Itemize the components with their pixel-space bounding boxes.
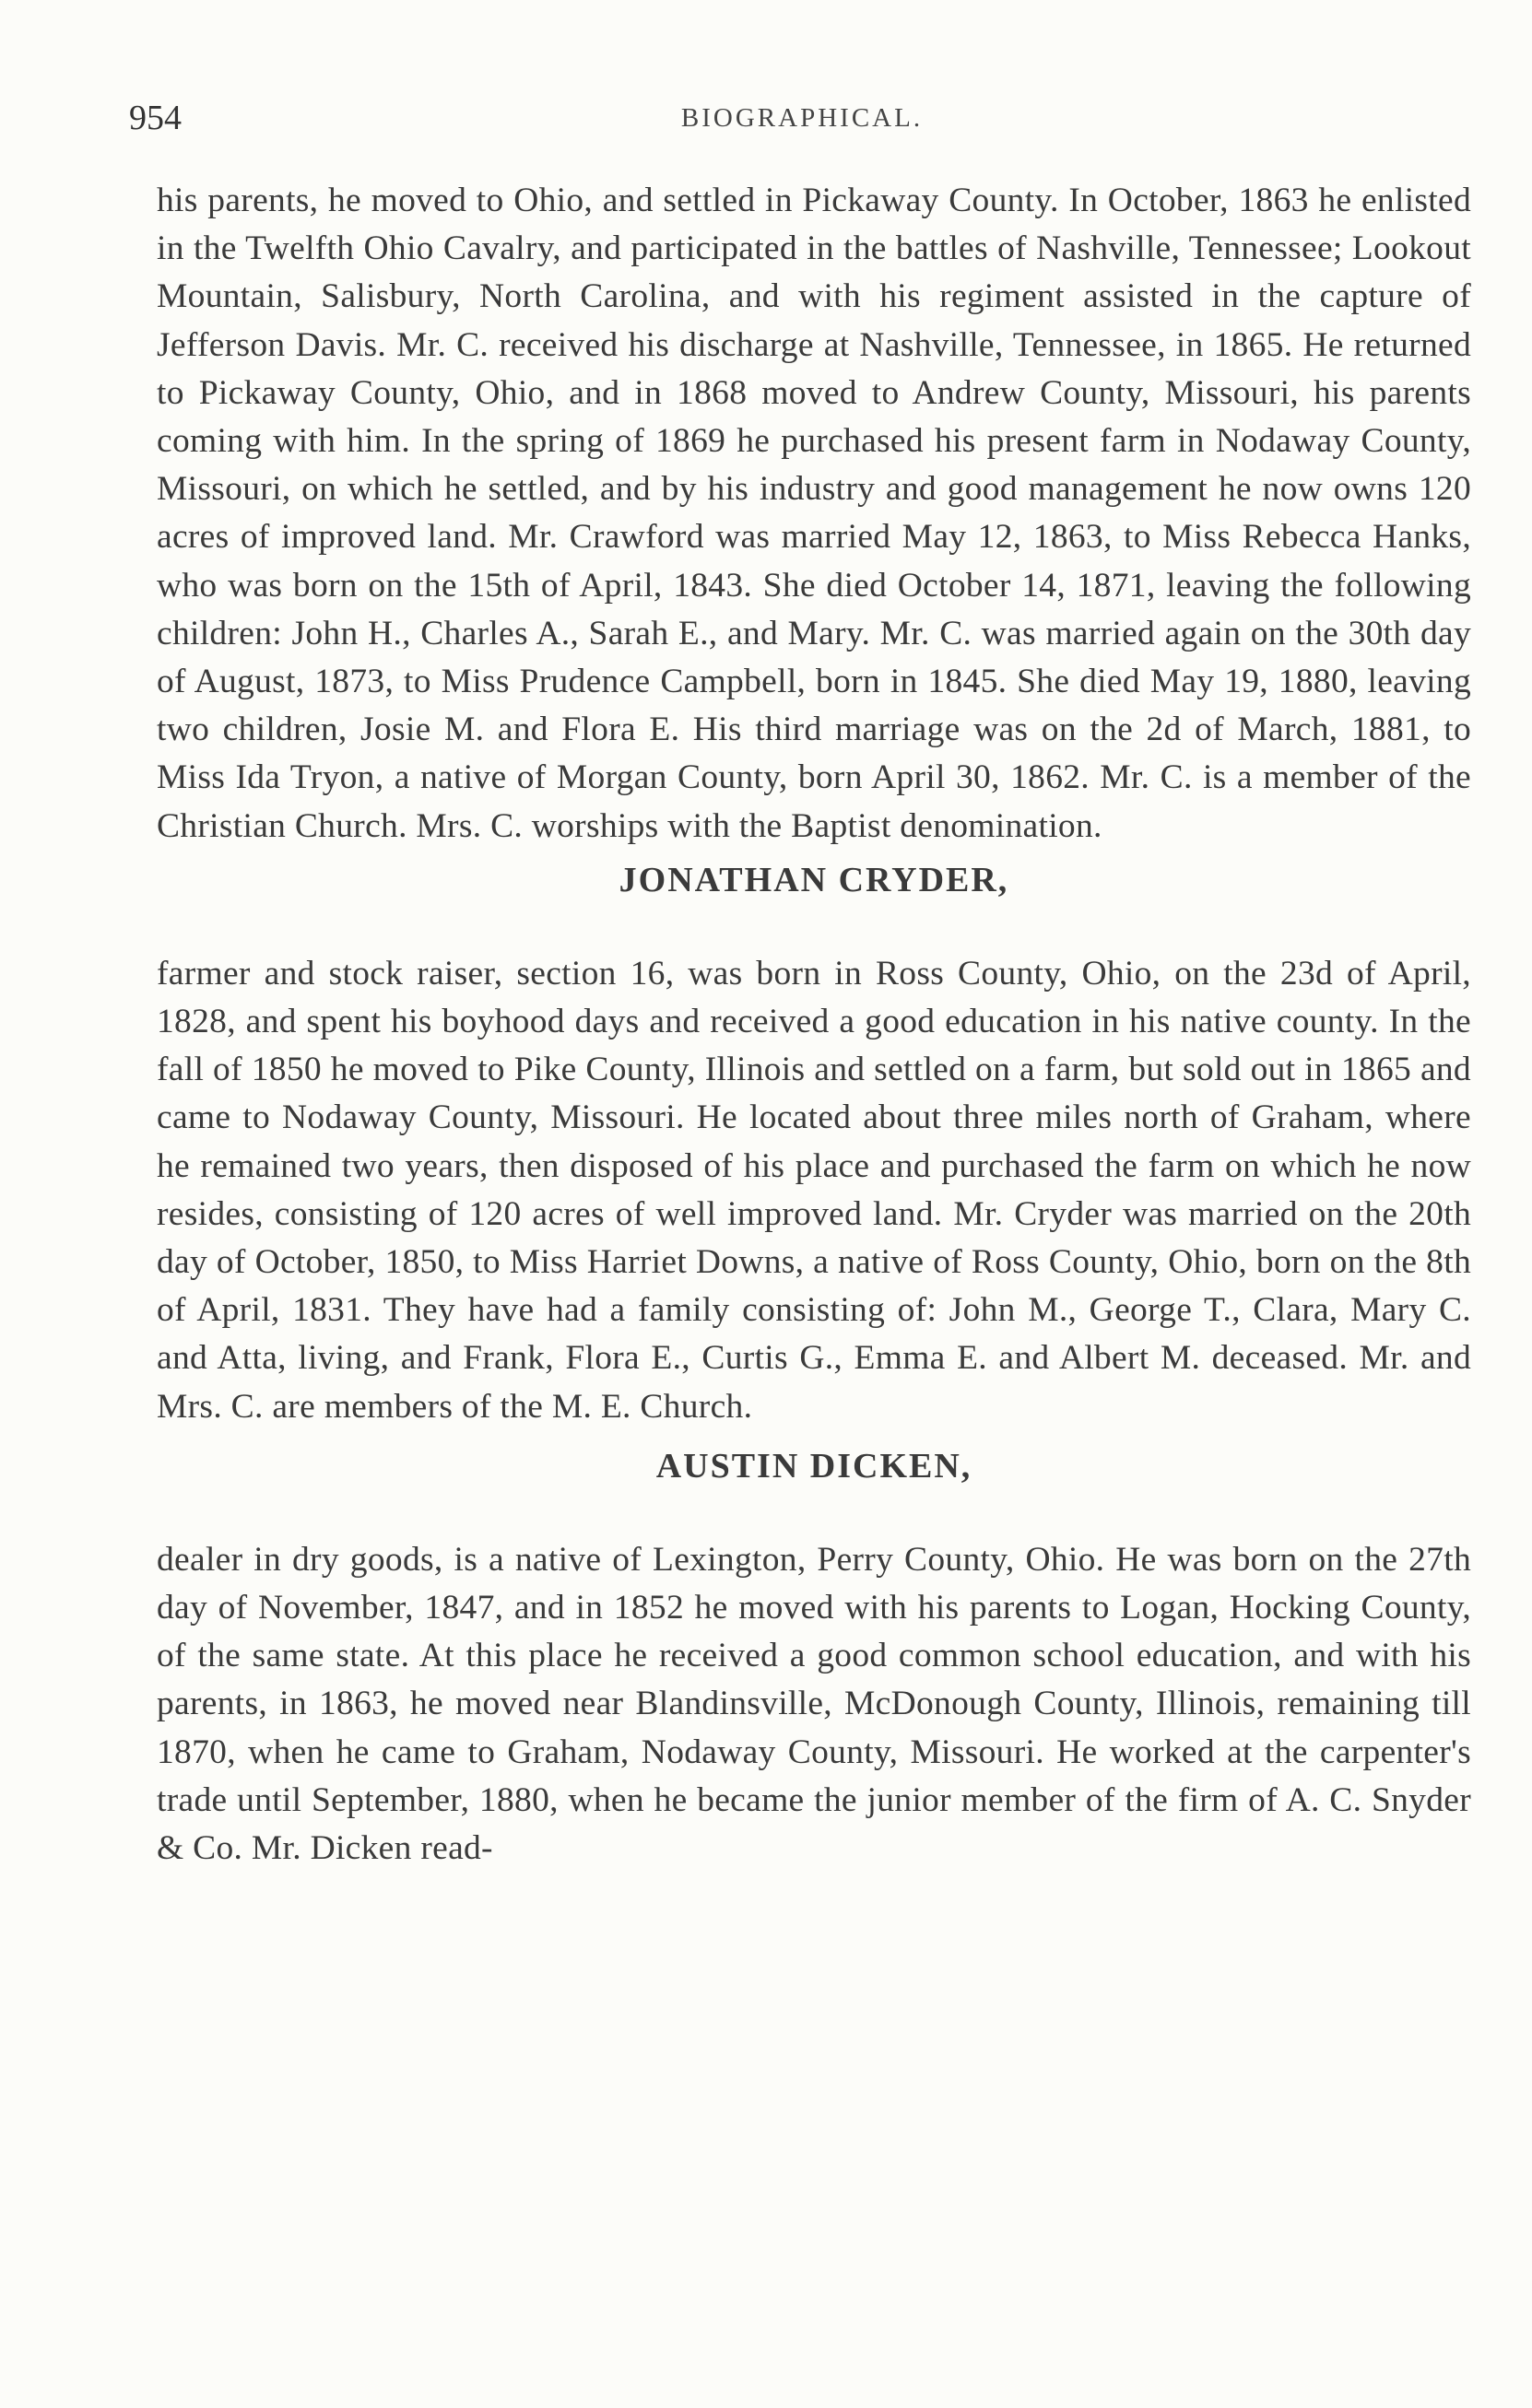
heading-austin-dicken: AUSTIN DICKEN,	[655, 1446, 972, 1486]
heading-jonathan-cryder: JONATHAN CRYDER,	[619, 860, 1009, 899]
page-body	[157, 177, 1471, 1873]
paragraph-austin-dicken: dealer in dry goods, is a native of Lexington, Perry County, Ohio. He was born on the 27th day of November, 1847, and in 1852 he moved with his parents to Logan, Hocking County, of the same state. At this place he received a good common school education, and with his parents, in 1863, he moved near Blandinsville, McDonough County, Illinois, remaining till 1870, when he came to Graham, Nodaway County, Missouri. He worked at the carpenter's trade until September, 1880, when he became the junior member of the firm of A. C. Snyder & Co. Mr. Dicken read-	[157, 1540, 1471, 1868]
running-title: BIOGRAPHICAL.	[680, 103, 924, 133]
paragraph-crawford-continued: his parents, he moved to Ohio, and settled in Pickaway County. In October, 1863 he enlisted in the Twelfth Ohio Cavalry, and participated in the battles of Nashville, Tennessee; Lookout Mountain, Salisbury, North Carolina, and with his regiment assisted in the capture of Jefferson Davis. Mr. C. received his discharge at Nashville, Tennessee, in 1865. He returned to Pickaway County, Ohio, and in 1868 moved to Andrew County, Missouri, his parents coming with him. In the spring of 1869 he purchased his present farm in Nodaway County, Missouri, on which he settled, and by his industry and good management he now owns 120 acres of improved land. Mr. Crawford was married May 12, 1863, to Miss Rebecca Hanks, who was born on the 15th of April, 1843. She died October 14, 1871, leaving the following children: John H., Charles A., Sarah E., and Mary. Mr. C. was married again on the 30th day of August, 1873, to Miss Prudence Campbell, born in 1845. She died May 19, 1880, leaving two children, Josie M. and Flora E. His third marriage was on the 2d of March, 1881, to Miss Ida Tryon, a native of Morgan County, born April 30, 1862. Mr. C. is a member of the Christian Church. Mrs. C. worships with the Baptist denomination.	[157, 182, 1471, 845]
page-header	[129, 90, 1475, 146]
paragraph-jonathan-cryder: farmer and stock raiser, section 16, was born in Ross County, Ohio, on the 23d of April, 1828, and spent his boyhood days and received a good education in his native county. In the fall of 1850 he moved to Pike County, Illinois and settled on a farm, but sold out in 1865 and came to Nodaway County, Missouri. He located about three miles north of Graham, where he remained two years, then disposed of his place and purchased the farm on which he now resides, consisting of 120 acres of well improved land. Mr. Cryder was married on the 20th day of October, 1850, to Miss Harriet Downs, a native of Ross County, Ohio, born on the 8th of April, 1831. They have had a family consisting of: John M., George T., Clara, Mary C. and Atta, living, and Frank, Flora E., Curtis G., Emma E. and Albert M. deceased. Mr. and Mrs. C. are members of the M. E. Church.	[157, 954, 1471, 1426]
page-number: 954	[129, 99, 182, 137]
